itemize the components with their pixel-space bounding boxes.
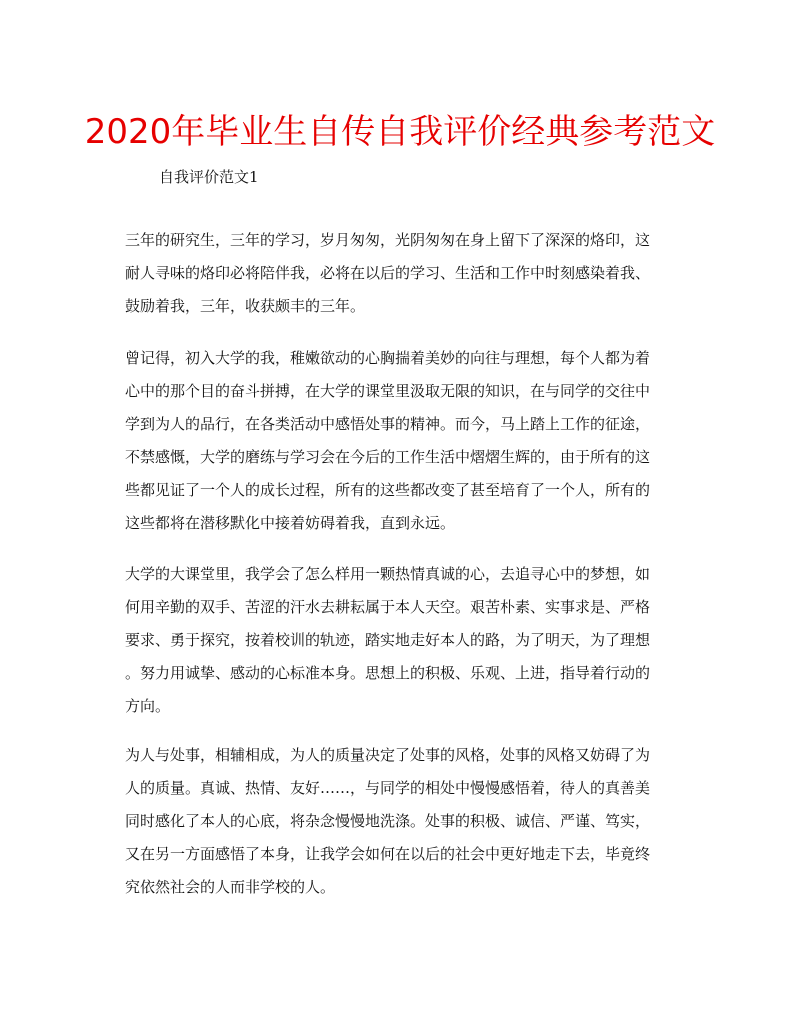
document-title: 2020年毕业生自传自我评价经典参考范文 [84, 112, 716, 152]
paragraph-line: 同时感化了本人的心底，将杂念慢慢地洗涤。处事的积极、诚信、严谨、笃实， [125, 812, 651, 830]
paragraph-line: 耐人寻味的烙印必将陪伴我，必将在以后的学习、生活和工作中时刻感染着我、 [125, 264, 651, 282]
paragraph-line: 心中的那个目的奋斗拼搏，在大学的课堂里汲取无限的知识，在与同学的交往中 [125, 382, 651, 400]
paragraph-line: 三年的研究生，三年的学习，岁月匆匆，光阴匆匆在身上留下了深深的烙印，这 [125, 231, 651, 249]
paragraph-1 [125, 224, 690, 323]
paragraph-line: 人的质量。真诚、热情、友好……，与同学的相处中慢慢感悟着，待人的真善美 [125, 779, 651, 797]
paragraph-line: 学到为人的品行，在各类活动中感悟处事的精神。而今，马上踏上工作的征途， [125, 415, 651, 433]
paragraph-line: 方向。 [125, 697, 171, 715]
paragraph-line: 。努力用诚挚、感动的心标准本身。思想上的积极、乐观、上进，指导着行动的 [125, 664, 651, 682]
paragraph-3 [125, 558, 690, 723]
paragraph-line: 究依然社会的人而非学校的人。 [125, 878, 336, 896]
paragraph-line: 些都见证了一个人的成长过程，所有的这些都改变了甚至培育了一个人，所有的 [125, 481, 651, 499]
paragraph-4 [125, 739, 690, 904]
paragraph-2 [125, 342, 690, 540]
paragraph-line: 要求、勇于探究，按着校训的轨迹，踏实地走好本人的路，为了明天，为了理想 [125, 631, 651, 649]
paragraph-line: 鼓励着我，三年，收获颇丰的三年。 [125, 297, 366, 315]
paragraph-line: 这些都将在潜移默化中接着妨碍着我，直到永远。 [125, 514, 456, 532]
paragraph-line: 为人与处事，相辅相成，为人的质量决定了处事的风格，处事的风格又妨碍了为 [125, 746, 651, 764]
document-subtitle: 自我评价范文1 [159, 168, 259, 186]
paragraph-line: 不禁感慨，大学的磨练与学习会在今后的工作生活中熠熠生辉的，由于所有的这 [125, 448, 651, 466]
paragraph-line: 又在另一方面感悟了本身，让我学会如何在以后的社会中更好地走下去，毕竟终 [125, 845, 651, 863]
paragraph-line: 曾记得，初入大学的我，稚嫩欲动的心胸揣着美妙的向往与理想，每个人都为着 [125, 349, 651, 367]
paragraph-line: 大学的大课堂里，我学会了怎么样用一颗热情真诚的心，去追寻心中的梦想，如 [125, 565, 651, 583]
paragraph-line: 何用辛勤的双手、苦涩的汗水去耕耘属于本人天空。艰苦朴素、实事求是、严格 [125, 598, 651, 616]
